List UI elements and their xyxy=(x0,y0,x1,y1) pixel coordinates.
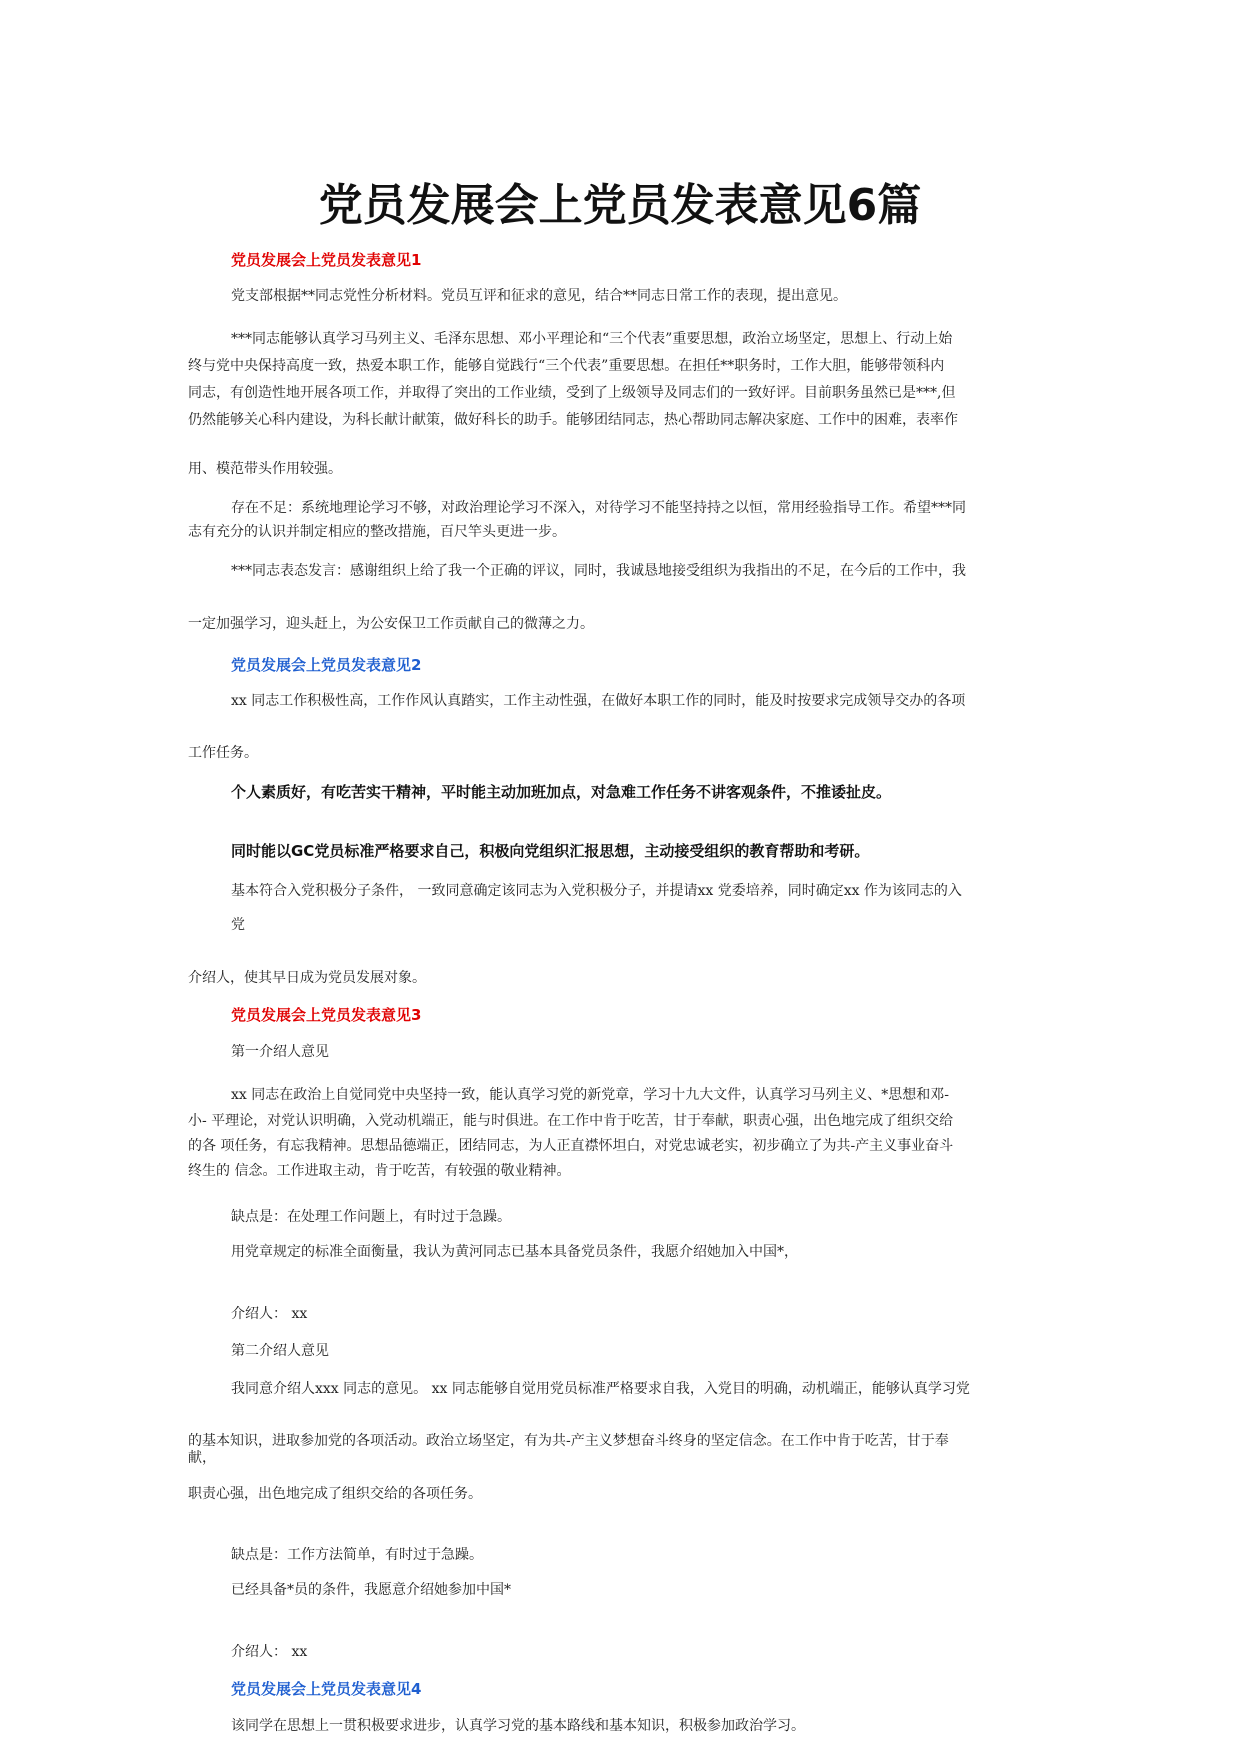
s3-paragraph-5-line-4: 职责心强，出色地完成了组织交给的各项任务。 xyxy=(188,1486,482,1502)
s3-paragraph-1-line-1: xx 同志在政治上自觉同党中央坚持一致，能认真学习党的新党章，学习十九大文件，认真学习马列主义、*思想和邓- xyxy=(231,1087,949,1103)
s1-paragraph-2-line-4: 仍然能够关心科内建设，为科长献计献策，做好科长的助手。能够团结同志，热心帮助同志解决家庭、工作中的困难，表率作 xyxy=(188,412,958,428)
s1-paragraph-2-line-2: 终与党中央保持高度一致，热爱本职工作，能够自觉践行“三个代表”重要思想。在担任**职务时，工作大胆，能够带领科内 xyxy=(188,358,945,374)
s1-paragraph-3-line-1: 存在不足：系统地理论学习不够，对政治理论学习不深入，对待学习不能坚持持之以恒，常用经验指导工作。希望***同 xyxy=(231,500,966,516)
s1-paragraph-2-line-5: 用、模范带头作用较强。 xyxy=(188,461,342,477)
s1-paragraph-2-line-1: ***同志能够认真学习马列主义、毛泽东思想、邓小平理论和“三个代表”重要思想，政治立场坚定，思想上、行动上始 xyxy=(231,331,953,347)
s1-paragraph-4-line-1: ***同志表态发言：感谢组织上给了我一个正确的评议，同时，我诚恳地接受组织为我指出的不足，在今后的工作中，我 xyxy=(231,563,966,579)
s2-paragraph-4-line-1: 基本符合入党积极分子条件， 一致同意确定该同志为入党积极分子，并提请xx 党委培养，同时确定xx 作为该同志的入 xyxy=(231,883,962,899)
s3-first-introducer-title: 第一介绍人意见 xyxy=(231,1044,329,1060)
s3-paragraph-1-line-3: 的各 项任务，有忘我精神。思想品德端正，团结同志，为人正直襟怀坦白，对党忠诚老实，初步确立了为共-产主义事业奋斗 xyxy=(188,1138,954,1154)
s2-paragraph-4-line-2: 党 xyxy=(231,917,245,933)
s2-paragraph-2: 个人素质好，有吃苦实干精神，平时能主动加班加点，对急难工作任务不讲客观条件，不推诿扯皮。 xyxy=(231,783,892,801)
s3-introducer-1: 介绍人： xx xyxy=(231,1306,308,1322)
s3-second-introducer-title: 第二介绍人意见 xyxy=(231,1343,329,1359)
s2-paragraph-4-line-3: 介绍人，使其早日成为党员发展对象。 xyxy=(188,970,426,986)
section-1-heading: 党员发展会上党员发表意见1 xyxy=(231,251,422,269)
page-title: 党员发展会上党员发表意见6篇 xyxy=(318,180,922,231)
section-2-heading: 党员发展会上党员发表意见2 xyxy=(231,656,422,674)
s3-paragraph-5-line-1: 我同意介绍人xxx 同志的意见。 xx 同志能够自觉用党员标准严格要求自我，入党目的明确，动机端正，能够认真学习党 xyxy=(231,1381,970,1397)
s3-paragraph-5-line-3: 献， xyxy=(188,1450,216,1466)
s4-paragraph-1: 该同学在思想上一贯积极要求进步，认真学习党的基本路线和基本知识，积极参加政治学习。 xyxy=(231,1718,805,1734)
s3-paragraph-3: 用党章规定的标准全面衡量，我认为黄河同志已基本具备党员条件，我愿介绍她加入中国*， xyxy=(231,1244,798,1260)
s1-paragraph-3-line-2: 志有充分的认识并制定相应的整改措施，百尺竿头更进一步。 xyxy=(188,524,566,540)
section-3-heading: 党员发展会上党员发表意见3 xyxy=(231,1006,422,1024)
s1-paragraph-2-line-3: 同志，有创造性地开展各项工作，并取得了突出的工作业绩，受到了上级领导及同志们的一致好评。目前职务虽然已是***,但 xyxy=(188,385,956,401)
section-4-heading: 党员发展会上党员发表意见4 xyxy=(231,1680,422,1698)
s3-shortcoming-2: 缺点是：工作方法简单，有时过于急躁。 xyxy=(231,1547,483,1563)
s3-shortcoming-1: 缺点是：在处理工作问题上，有时过于急躁。 xyxy=(231,1209,511,1225)
s3-paragraph-1-line-4: 终生的 信念。工作进取主动，肯于吃苦，有较强的敬业精神。 xyxy=(188,1163,571,1179)
s1-paragraph-4-line-2: 一定加强学习，迎头赶上，为公安保卫工作贡献自己的微薄之力。 xyxy=(188,616,594,632)
s3-paragraph-5-line-2: 的基本知识，进取参加党的各项活动。政治立场坚定，有为共-产主义梦想奋斗终身的坚定信念。在工作中肯于吃苦，甘于奉 xyxy=(188,1433,949,1449)
s3-paragraph-1-line-2: 小- 平理论，对党认识明确，入党动机端正，能与时俱进。在工作中肯于吃苦，甘于奉献，职责心强，出色地完成了组织交给 xyxy=(188,1113,954,1129)
s3-paragraph-7: 已经具备*员的条件，我愿意介绍她参加中国* xyxy=(231,1582,511,1598)
s1-paragraph-1: 党支部根据**同志党性分析材料。党员互评和征求的意见，结合**同志日常工作的表现，提出意见。 xyxy=(231,288,847,304)
s2-paragraph-1-line-2: 工作任务。 xyxy=(188,745,258,761)
s2-paragraph-1-line-1: xx 同志工作积极性高，工作作风认真踏实，工作主动性强，在做好本职工作的同时，能及时按要求完成领导交办的各项 xyxy=(231,693,966,709)
s3-introducer-2: 介绍人： xx xyxy=(231,1644,308,1660)
s2-paragraph-3: 同时能以GC党员标准严格要求自己，积极向党组织汇报思想，主动接受组织的教育帮助和考研。 xyxy=(231,842,870,860)
